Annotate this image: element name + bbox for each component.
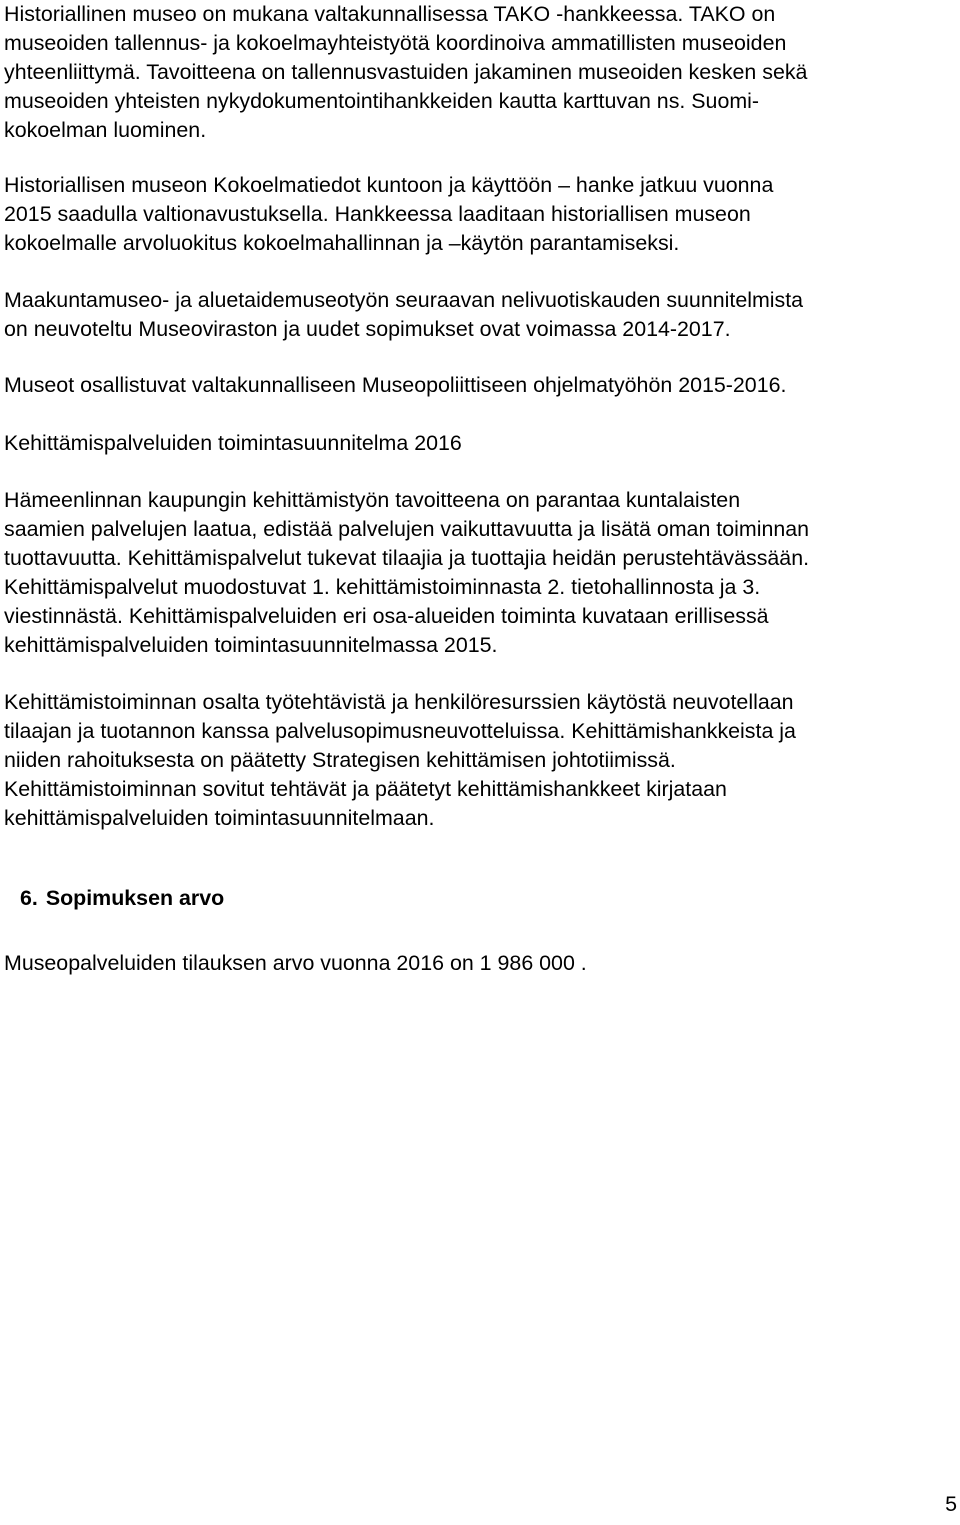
paragraph-tako: Historiallinen museo on mukana valtakunnallisessa TAKO -hankkeessa. TAKO on museoiden tallennus- ja kokoelmayhteistyötä koordinoiva ammatillisten museoiden yhteenliittymä. Tavoitteena on tallennusvastuiden jakaminen museoiden kesken sekä museoiden yhteisten nykydokumentointihankkeiden kautta karttuvan ns. Suomi- kokoelman luominen.: [4, 2, 808, 142]
section-title: Sopimuksen arvo: [45, 886, 225, 910]
paragraph-kehittamistoiminta: Kehittämistoiminnan osalta työtehtävistä ja henkilöresurssien käytöstä neuvotellaan tilaajan ja tuotannon kanssa palvelusopimusneuvotteluissa. Kehittämishankkeista ja niiden rahoituksesta on päätetty Strategisen kehittämisen johtotiimissä. Kehittämistoiminnan sovitut tehtävät ja päätetyt kehittämishankkeet kirjataan kehittämispalveluiden toimintasuunnitelmaan.: [4, 690, 796, 830]
section-number: 6.: [20, 886, 38, 910]
page-number: 5: [945, 1492, 957, 1516]
paragraph-hameenlinna: Hämeenlinnan kaupungin kehittämistyön tavoitteena on parantaa kuntalaisten saamien palvelujen laatua, edistää palvelujen vaikuttavuutta ja lisätä oman toiminnan tuottavuutta. Kehittämispalvelut tukevat tilaajia ja tuottajia heidän perustehtävässään. Kehittämispalvelut muodostuvat 1. kehittämistoiminnasta 2. tietohallinnosta ja 3. viestinnästä. Kehittämispalveluiden eri osa-alueiden toiminta kuvataan erillisessä kehittämispalveluiden toimintasuunnitelmassa 2015.: [4, 488, 810, 657]
subheading-kehittamispalvelut: Kehittämispalveluiden toimintasuunnitelma 2016: [4, 431, 462, 455]
paragraph-museopoliittinen: Museot osallistuvat valtakunnalliseen Museopoliittiseen ohjelmatyöhön 2015-2016.: [4, 373, 787, 397]
paragraph-kokoelmatiedot: Historiallisen museon Kokoelmatiedot kuntoon ja käyttöön – hanke jatkuu vuonna 2015 saadulla valtionavustuksella. Hankkeessa laaditaan historiallisen museon kokoelmalle arvoluokitus kokoelmahallinnan ja –käytön parantamiseksi.: [4, 173, 774, 255]
paragraph-maakuntamuseo: Maakuntamuseo- ja aluetaidemuseotyön seuraavan nelivuotiskauden suunnitelmista on neuvoteltu Museoviraston ja uudet sopimukset ovat voimassa 2014-2017.: [4, 288, 804, 341]
section-heading: [20, 884, 224, 913]
paragraph-contract-value: Museopalveluiden tilauksen arvo vuonna 2016 on 1 986 000 .: [4, 951, 587, 975]
